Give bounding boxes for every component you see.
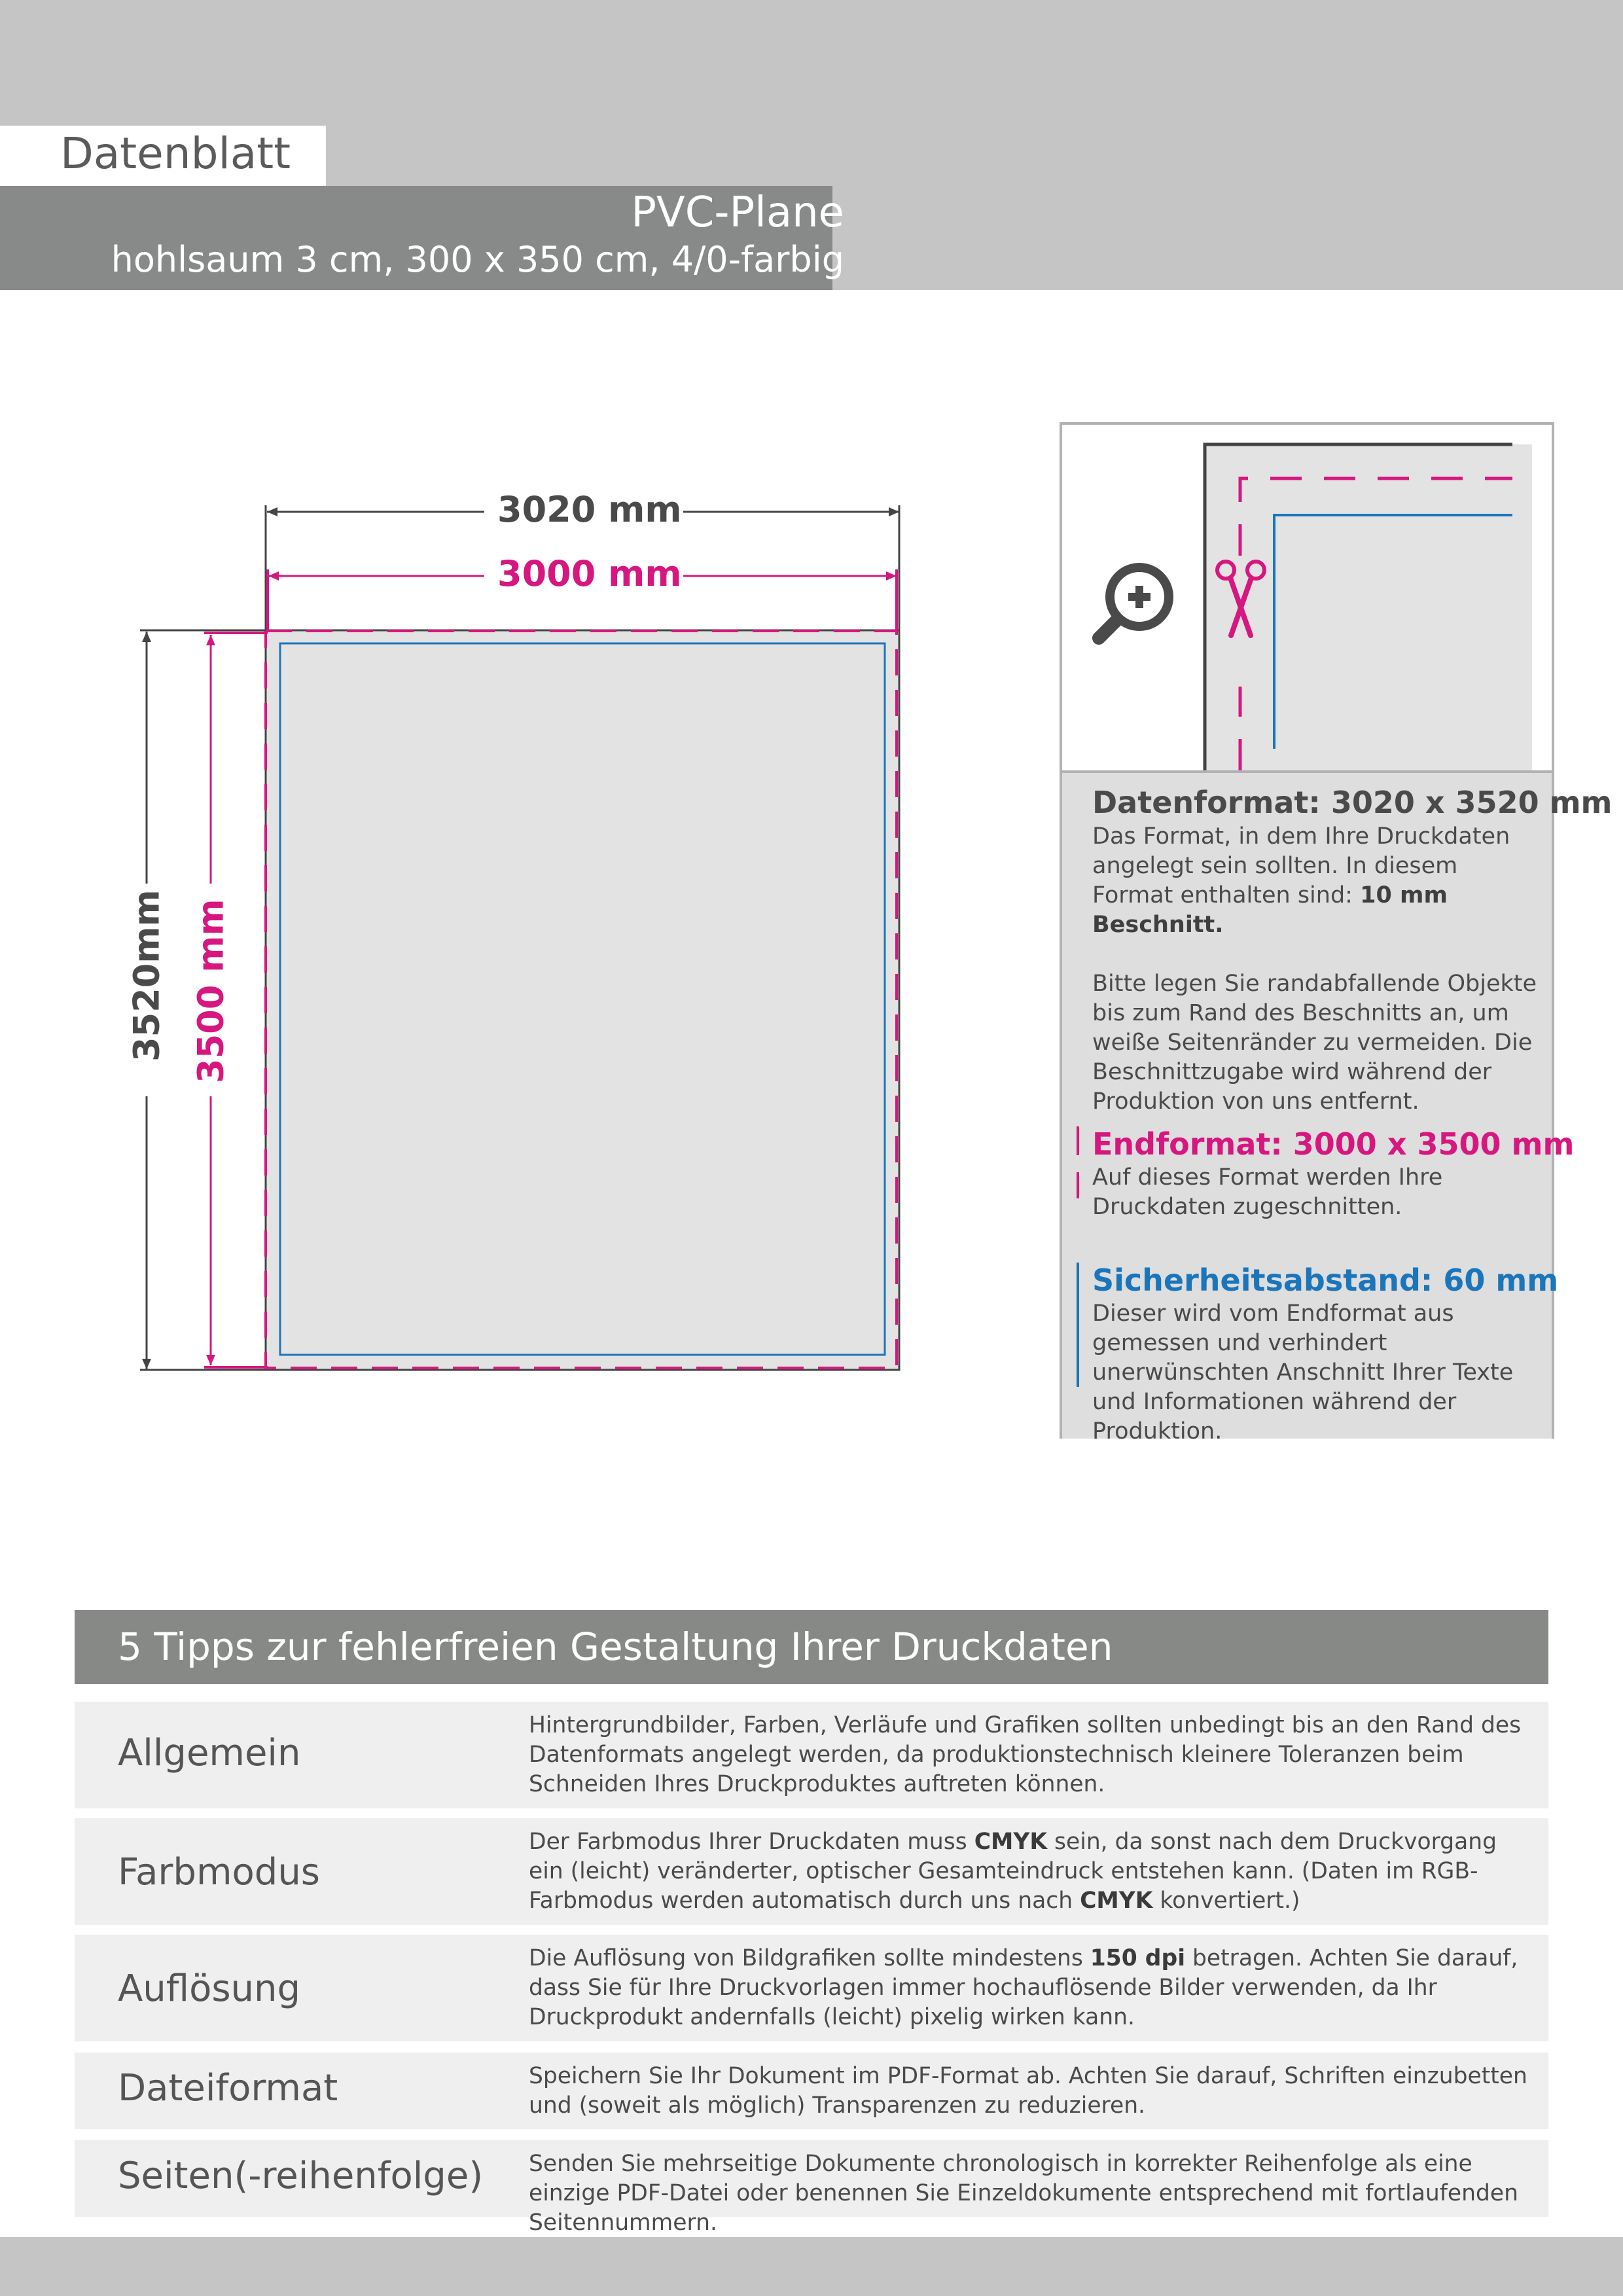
tip-text: Der Farbmodus Ihrer Druckdaten muss CMYK sein, da sonst nach dem Druckvorgang ein (leicht) veränderter, optischer Gesamteindruck entstehen kann. (Daten im RGB-Farbmodus werden automatisch durch uns nach CMYK konvertiert.)	[529, 1829, 1497, 1914]
info-panel	[1060, 422, 1613, 1444]
document-title: Datenblatt	[60, 128, 291, 179]
sicherheit-text: Dieser wird vom Endformat aus gemessen und verhindert unerwünschten Anschnitt Ihrer Texte und Informationen während der Produktion.	[1092, 1300, 1514, 1444]
tips-title: 5 Tipps zur fehlerfreien Gestaltung Ihrer Druckdaten	[118, 1624, 1113, 1669]
product-spec: hohlsaum 3 cm, 300 x 350 cm, 4/0-farbig	[111, 239, 844, 280]
tip-text: Hintergrundbilder, Farben, Verläufe und Grafiken sollten unbedingt bis an den Rand des Datenformats angelegt werden, da produktionstechnisch kleinere Toleranzen beim Schneiden Ihres Druckproduktes auftreten können.	[529, 1712, 1522, 1797]
zoom-detail-svg	[1062, 425, 1552, 770]
magnifier-plus-icon	[1099, 567, 1169, 638]
tip-text: Die Auflösung von Bildgrafiken sollte mindestens 150 dpi betragen. Achten Sie darauf, dass Sie für Ihre Druckvorlagen immer hochauflösende Bilder verwenden, da Ihr Druckprodukt andernfalls (leicht) pixelig wirken kann.	[529, 1945, 1518, 2030]
tip-label: Seiten(-reihenfolge)	[118, 2155, 484, 2197]
tip-row-allgemein	[75, 1702, 1548, 1808]
tip-label: Dateiformat	[118, 2067, 338, 2109]
tip-row-aufloesung	[75, 1935, 1548, 2041]
height-final-label: 3500 mm	[190, 899, 232, 1083]
datenformat-text: Das Format, in dem Ihre Druckdaten angelegt sein sollten. In diesem Format enthalten sind: 10 mm Beschnitt.	[1092, 823, 1510, 938]
format-diagram	[124, 471, 923, 1390]
tip-text: Speichern Sie Ihr Dokument im PDF-Format ab. Achten Sie darauf, Schriften einzubetten und (soweit als möglich) Transparenzen zu reduzieren.	[529, 2063, 1527, 2119]
tip-row-seiten	[75, 2140, 1548, 2236]
endformat-title: Endformat: 3000 x 3500 mm	[1092, 1126, 1575, 1162]
tip-label: Auflösung	[118, 1967, 301, 2010]
endformat-marker	[1077, 1126, 1079, 1155]
tip-label: Farbmodus	[118, 1851, 320, 1893]
tip-label: Allgemein	[118, 1732, 301, 1774]
scissors-icon	[1213, 556, 1268, 687]
footer-band	[0, 2237, 1623, 2296]
datenformat-title: Datenformat: 3020 x 3520 mm	[1092, 785, 1613, 820]
tips-header	[75, 1610, 1548, 1684]
data-format-sheet	[266, 630, 899, 1370]
sicherheit-title: Sicherheitsabstand: 60 mm	[1092, 1263, 1559, 1298]
width-final-label: 3000 mm	[497, 553, 682, 594]
width-data-label: 3020 mm	[497, 489, 682, 530]
sicherheit-marker	[1077, 1263, 1079, 1387]
zoom-detail	[1062, 425, 1552, 770]
info-body	[1062, 770, 1613, 1444]
datenformat-paragraph: Bitte legen Sie randabfallende Objekte bis zum Rand des Beschnitts an, um weiße Seitenränder zu vermeiden. Die Beschnittzugabe wird während der Produktion von uns entfernt.	[1092, 971, 1537, 1115]
format-diagram-svg	[124, 471, 923, 1388]
tip-text: Senden Sie mehrseitige Dokumente chronologisch in korrekter Reihenfolge als eine einzige PDF-Datei oder benennen Sie Einzeldokumente entsprechend mit fortlaufenden Seitennummern.	[529, 2151, 1518, 2236]
tip-row-farbmodus	[75, 1818, 1548, 1925]
tip-row-dateiformat	[75, 2053, 1548, 2129]
product-name: PVC-Plane	[631, 188, 844, 237]
endformat-marker-2	[1077, 1172, 1079, 1198]
endformat-text: Auf dieses Format werden Ihre Druckdaten zugeschnitten.	[1092, 1164, 1443, 1220]
height-data-label: 3520mm	[126, 889, 168, 1062]
